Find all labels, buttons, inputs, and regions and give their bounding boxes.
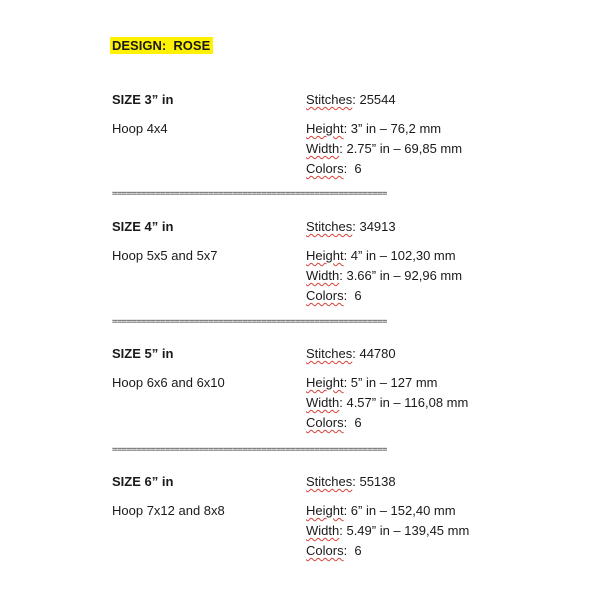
- stitches-line: [306, 219, 396, 234]
- colors-label: Colors: [306, 415, 344, 430]
- height-label: Height: [306, 121, 344, 136]
- stitches-label: Stitches: [306, 92, 353, 107]
- stitches-value: : 25544: [352, 92, 396, 107]
- section-divider: =========================================================: [112, 317, 387, 327]
- stitches-line: [306, 346, 396, 361]
- stitches-label: Stitches: [306, 219, 353, 234]
- height-value: : 5” in – 127 mm: [343, 375, 438, 390]
- colors-value: : 6: [343, 161, 362, 176]
- colors-label: Colors: [306, 288, 344, 303]
- width-line: [306, 268, 462, 283]
- height-label: Height: [306, 375, 344, 390]
- height-line: [306, 121, 441, 136]
- colors-label: Colors: [306, 161, 344, 176]
- stitches-line: [306, 92, 396, 107]
- stitches-value: : 55138: [352, 474, 396, 489]
- stitches-label: Stitches: [306, 474, 353, 489]
- width-label: Width: [306, 268, 340, 283]
- width-label: Width: [306, 523, 340, 538]
- width-label: Width: [306, 395, 340, 410]
- hoop-label: Hoop 5x5 and 5x7: [112, 248, 218, 263]
- size-label: SIZE 6” in: [112, 474, 174, 489]
- width-line: [306, 523, 469, 538]
- width-line: [306, 395, 468, 410]
- height-label: Height: [306, 248, 344, 263]
- colors-value: : 6: [343, 415, 362, 430]
- section-divider: =========================================================: [112, 189, 387, 199]
- height-line: [306, 248, 456, 263]
- width-value: : 5.49” in – 139,45 mm: [339, 523, 470, 538]
- colors-line: [306, 415, 362, 430]
- colors-value: : 6: [343, 288, 362, 303]
- size-label: SIZE 3” in: [112, 92, 174, 107]
- size-label: SIZE 4” in: [112, 219, 174, 234]
- height-value: : 6” in – 152,40 mm: [343, 503, 456, 518]
- hoop-label: Hoop 4x4: [112, 121, 168, 136]
- width-line: [306, 141, 462, 156]
- stitches-line: [306, 474, 396, 489]
- hoop-label: Hoop 6x6 and 6x10: [112, 375, 225, 390]
- height-line: [306, 503, 456, 518]
- height-line: [306, 375, 438, 390]
- colors-line: [306, 161, 362, 176]
- colors-value: : 6: [343, 543, 362, 558]
- stitches-value: : 34913: [352, 219, 396, 234]
- design-title: DESIGN: ROSE: [110, 37, 213, 54]
- width-value: : 4.57” in – 116,08 mm: [339, 395, 469, 410]
- width-value: : 3.66” in – 92,96 mm: [339, 268, 463, 283]
- colors-line: [306, 543, 362, 558]
- stitches-label: Stitches: [306, 346, 353, 361]
- height-value: : 4” in – 102,30 mm: [343, 248, 456, 263]
- width-label: Width: [306, 141, 340, 156]
- width-value: : 2.75” in – 69,85 mm: [339, 141, 463, 156]
- hoop-label: Hoop 7x12 and 8x8: [112, 503, 225, 518]
- size-label: SIZE 5” in: [112, 346, 174, 361]
- colors-line: [306, 288, 362, 303]
- section-divider: =========================================================: [112, 445, 387, 455]
- height-value: : 3” in – 76,2 mm: [343, 121, 442, 136]
- height-label: Height: [306, 503, 344, 518]
- stitches-value: : 44780: [352, 346, 396, 361]
- colors-label: Colors: [306, 543, 344, 558]
